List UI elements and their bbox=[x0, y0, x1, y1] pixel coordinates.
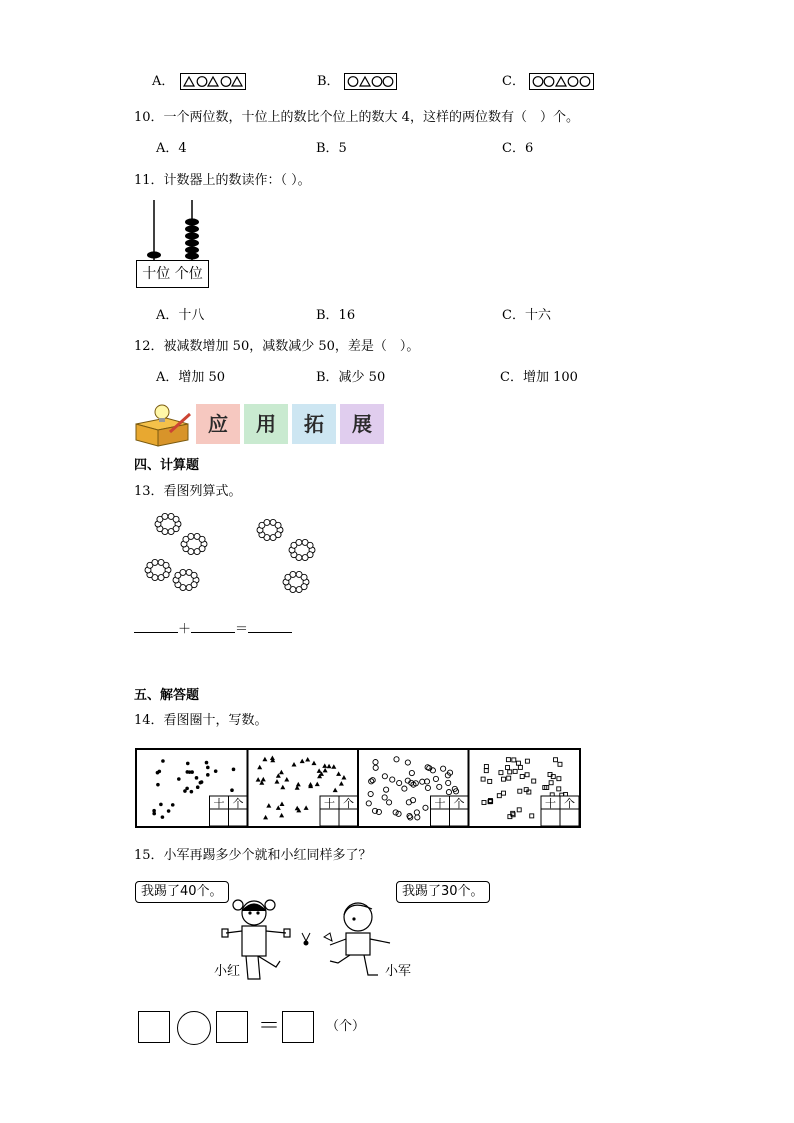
dot-mark bbox=[152, 812, 156, 816]
square-mark bbox=[488, 779, 492, 783]
ones-header: 个 bbox=[232, 797, 244, 810]
circle-mark bbox=[382, 795, 387, 800]
section5-title: 五、解答题 bbox=[134, 688, 200, 703]
q11-option-c[interactable]: C．十六 bbox=[502, 308, 551, 323]
square-mark bbox=[482, 800, 486, 804]
square-mark bbox=[530, 814, 534, 818]
ones-bead bbox=[185, 252, 199, 259]
circle-mark bbox=[373, 765, 378, 770]
square-mark bbox=[532, 779, 536, 783]
q13-blank-3[interactable] bbox=[248, 620, 292, 633]
triangle-icon bbox=[360, 77, 370, 86]
circle-mark bbox=[415, 815, 420, 820]
dot-mark bbox=[206, 766, 210, 770]
abacus-rods bbox=[136, 198, 216, 262]
triangle-mark bbox=[261, 777, 266, 782]
shuttlecock-icon bbox=[302, 933, 310, 945]
bead-ring bbox=[257, 519, 283, 540]
tens-header: 十 bbox=[545, 797, 556, 810]
abacus-place-label: 十位 个位 bbox=[136, 260, 209, 288]
dot-mark bbox=[171, 803, 175, 807]
square-mark bbox=[508, 770, 512, 774]
q14-counting-grid bbox=[135, 748, 581, 828]
triangle-icon bbox=[556, 77, 566, 86]
square-mark bbox=[516, 761, 520, 765]
q13-bead-groups bbox=[140, 510, 330, 600]
circle-mark bbox=[373, 760, 378, 765]
circle-mark bbox=[433, 776, 438, 781]
square-mark bbox=[520, 775, 524, 779]
square-mark bbox=[506, 766, 510, 770]
q11-stem: 11．计数器上的数读作：（ ）。 bbox=[134, 173, 311, 188]
triangle-mark bbox=[333, 788, 338, 793]
plus-sign: ＋ bbox=[178, 622, 192, 637]
triangle-icon bbox=[184, 77, 194, 86]
bead-ring bbox=[283, 571, 309, 592]
dot-mark bbox=[232, 768, 236, 772]
answer-box-1[interactable] bbox=[138, 1011, 170, 1043]
dot-mark bbox=[230, 788, 234, 792]
triangle-mark bbox=[266, 803, 271, 808]
triangle-mark bbox=[270, 756, 275, 761]
q10-stem: 10．一个两位数，十位上的数比个位上的数大 4，这样的两位数有（ ）个。 bbox=[134, 110, 579, 125]
triangle-icon bbox=[208, 77, 218, 86]
circle-mark bbox=[390, 777, 395, 782]
dot-mark bbox=[161, 759, 165, 763]
q13-blank-2[interactable] bbox=[191, 620, 235, 633]
dot-mark bbox=[214, 769, 218, 773]
q9-option-b-letter[interactable]: B． bbox=[317, 74, 340, 89]
circle-mark bbox=[369, 779, 374, 784]
q15-stem: 15．小军再踢多少个就和小红同样多了？ bbox=[134, 848, 372, 863]
circle-mark bbox=[446, 780, 451, 785]
banner-tile-2: 用 bbox=[244, 404, 288, 444]
ones-bead bbox=[185, 225, 199, 232]
dot-mark bbox=[195, 776, 199, 780]
bead-ring bbox=[173, 569, 199, 590]
square-mark bbox=[499, 771, 503, 775]
circle-mark bbox=[437, 784, 442, 789]
q12-option-c[interactable]: C．增加 100 bbox=[500, 370, 578, 385]
triangle-mark bbox=[257, 765, 262, 770]
dot-mark bbox=[158, 770, 162, 774]
square-mark bbox=[481, 777, 485, 781]
banner-tile-1: 应 bbox=[196, 404, 240, 444]
square-mark bbox=[549, 781, 553, 785]
circle-mark bbox=[386, 800, 391, 805]
ones-header: 个 bbox=[453, 797, 465, 810]
jun-name: 小军 bbox=[385, 964, 412, 979]
dot-mark bbox=[177, 777, 181, 781]
q10-option-a[interactable]: A．4 bbox=[156, 141, 187, 156]
banner-tile-4: 展 bbox=[340, 404, 384, 444]
square-mark bbox=[484, 769, 488, 773]
triangle-mark bbox=[256, 777, 261, 782]
square-mark bbox=[506, 758, 510, 762]
triangle-mark bbox=[311, 761, 316, 766]
circle-mark bbox=[423, 805, 428, 810]
circle-mark bbox=[409, 770, 414, 775]
lightbulb-box-icon bbox=[132, 402, 194, 448]
ones-header: 个 bbox=[564, 797, 575, 810]
triangle-mark bbox=[323, 768, 328, 773]
square-mark bbox=[517, 808, 521, 812]
q9-option-a-shapes[interactable] bbox=[180, 73, 246, 90]
square-mark bbox=[557, 787, 561, 791]
square-mark bbox=[507, 776, 511, 780]
q9-option-c-shape-row bbox=[530, 74, 593, 89]
q13-equation bbox=[134, 620, 292, 638]
triangle-mark bbox=[279, 813, 284, 818]
q9-option-b-shapes[interactable] bbox=[344, 73, 397, 90]
dot-mark bbox=[183, 789, 187, 793]
square-mark bbox=[525, 773, 529, 777]
circle-mark bbox=[397, 780, 402, 785]
bead-ring bbox=[181, 533, 207, 554]
q9-option-c-shapes[interactable] bbox=[529, 73, 594, 90]
q13-blank-1[interactable] bbox=[134, 620, 178, 633]
triangle-mark bbox=[296, 782, 301, 786]
ones-bead bbox=[185, 232, 199, 239]
triangle-mark bbox=[322, 763, 327, 768]
banner-tile-3: 拓 bbox=[292, 404, 336, 444]
triangle-mark bbox=[336, 771, 341, 776]
circle-icon bbox=[568, 77, 578, 87]
dot-mark bbox=[200, 780, 204, 784]
q11-option-b[interactable]: B．16 bbox=[316, 308, 356, 323]
triangle-mark bbox=[262, 757, 267, 762]
square-mark bbox=[518, 789, 522, 793]
dot-mark bbox=[205, 761, 209, 765]
equals-sign-2: ＝ bbox=[258, 1014, 281, 1039]
q11-option-a[interactable]: A．十八 bbox=[156, 308, 205, 323]
square-mark bbox=[502, 791, 506, 795]
triangle-mark bbox=[315, 782, 320, 787]
hong-name: 小红 bbox=[214, 964, 241, 979]
dot-mark bbox=[196, 785, 200, 789]
q9-option-a-letter[interactable]: A． bbox=[152, 74, 175, 89]
circle-icon bbox=[221, 77, 231, 87]
tens-header: 十 bbox=[434, 797, 446, 810]
circle-icon bbox=[544, 77, 554, 87]
section4-title: 四、计算题 bbox=[134, 458, 200, 473]
equals-sign: ＝ bbox=[235, 622, 249, 637]
dot-mark bbox=[190, 790, 194, 794]
q12-option-b[interactable]: B．减少 50 bbox=[316, 370, 386, 385]
dot-mark bbox=[186, 762, 190, 766]
circle-mark bbox=[441, 766, 446, 771]
circle-mark bbox=[382, 774, 387, 779]
square-mark bbox=[501, 777, 505, 781]
circle-mark bbox=[402, 786, 407, 791]
q9-option-c-letter[interactable]: C． bbox=[502, 74, 525, 89]
circle-mark bbox=[425, 785, 430, 790]
circle-icon bbox=[580, 77, 590, 87]
triangle-mark bbox=[304, 805, 309, 810]
triangle-mark bbox=[284, 777, 289, 782]
q9-option-a-shape-row bbox=[181, 74, 245, 89]
circle-mark bbox=[384, 787, 389, 792]
operator-circle[interactable] bbox=[177, 1011, 211, 1045]
dot-mark bbox=[188, 770, 192, 774]
ones-bead bbox=[185, 218, 199, 225]
tens-bead bbox=[147, 251, 161, 258]
q14-stem: 14．看图圈十，写数。 bbox=[134, 713, 268, 728]
tens-header: 十 bbox=[324, 797, 335, 810]
jun-speech-bubble: 我踢了30个。 bbox=[396, 881, 490, 903]
square-mark bbox=[525, 759, 529, 763]
square-mark bbox=[518, 765, 522, 769]
triangle-mark bbox=[300, 759, 305, 764]
triangle-mark bbox=[274, 779, 279, 784]
circle-mark bbox=[414, 810, 419, 815]
bead-ring bbox=[289, 539, 315, 560]
square-mark bbox=[557, 777, 561, 781]
circle-mark bbox=[446, 790, 451, 795]
dot-mark bbox=[167, 809, 171, 813]
bead-ring bbox=[155, 513, 181, 534]
square-mark bbox=[554, 758, 558, 762]
dot-mark bbox=[206, 773, 210, 777]
circle-icon bbox=[383, 77, 393, 87]
circle-mark bbox=[394, 757, 399, 762]
triangle-mark bbox=[280, 785, 285, 790]
q12-option-a[interactable]: A．增加 50 bbox=[156, 370, 226, 385]
bead-ring bbox=[145, 559, 171, 580]
unit-label: （个） bbox=[326, 1019, 366, 1034]
ones-header: 个 bbox=[343, 797, 354, 810]
hong-speech-bubble: 我踢了40个。 bbox=[135, 881, 229, 903]
triangle-mark bbox=[317, 768, 322, 773]
triangle-mark bbox=[263, 815, 268, 820]
triangle-mark bbox=[292, 762, 297, 767]
dot-mark bbox=[159, 803, 163, 807]
square-mark bbox=[513, 769, 517, 773]
triangle-mark bbox=[327, 764, 332, 769]
kids-kicking-shuttlecock bbox=[220, 893, 400, 985]
tens-header: 十 bbox=[213, 797, 225, 810]
answer-box-3[interactable] bbox=[282, 1011, 314, 1043]
square-mark bbox=[512, 758, 516, 762]
square-mark bbox=[497, 794, 501, 798]
triangle-mark bbox=[339, 781, 344, 786]
square-mark bbox=[558, 762, 562, 766]
circle-icon bbox=[348, 77, 358, 87]
shuttlecock-2-icon bbox=[324, 933, 332, 941]
triangle-mark bbox=[341, 775, 346, 780]
circle-mark bbox=[410, 798, 415, 803]
circle-mark bbox=[366, 801, 371, 806]
triangle-mark bbox=[331, 764, 336, 769]
q14-panels bbox=[137, 750, 579, 826]
dot-mark bbox=[156, 783, 160, 787]
q10-option-c[interactable]: C．6 bbox=[502, 141, 534, 156]
triangle-mark bbox=[305, 757, 310, 762]
ones-bead bbox=[185, 239, 199, 246]
triangle-mark bbox=[279, 770, 284, 775]
xiaojun-figure bbox=[330, 903, 390, 975]
q10-option-b[interactable]: B．5 bbox=[316, 141, 347, 156]
triangle-mark bbox=[279, 801, 284, 806]
circle-icon bbox=[533, 77, 543, 87]
circle-icon bbox=[372, 77, 382, 87]
square-mark bbox=[484, 764, 488, 768]
q12-stem: 12．被减数增加 50，减数减少 50，差是（ ）。 bbox=[134, 339, 420, 354]
circle-icon bbox=[197, 77, 207, 87]
circle-mark bbox=[405, 760, 410, 765]
answer-box-2[interactable] bbox=[216, 1011, 248, 1043]
q9-option-b-shape-row bbox=[345, 74, 396, 89]
triangle-mark bbox=[276, 805, 281, 810]
triangle-icon bbox=[232, 77, 242, 86]
dot-mark bbox=[161, 815, 165, 819]
circle-mark bbox=[368, 791, 373, 796]
q13-stem: 13．看图列算式。 bbox=[134, 484, 242, 499]
